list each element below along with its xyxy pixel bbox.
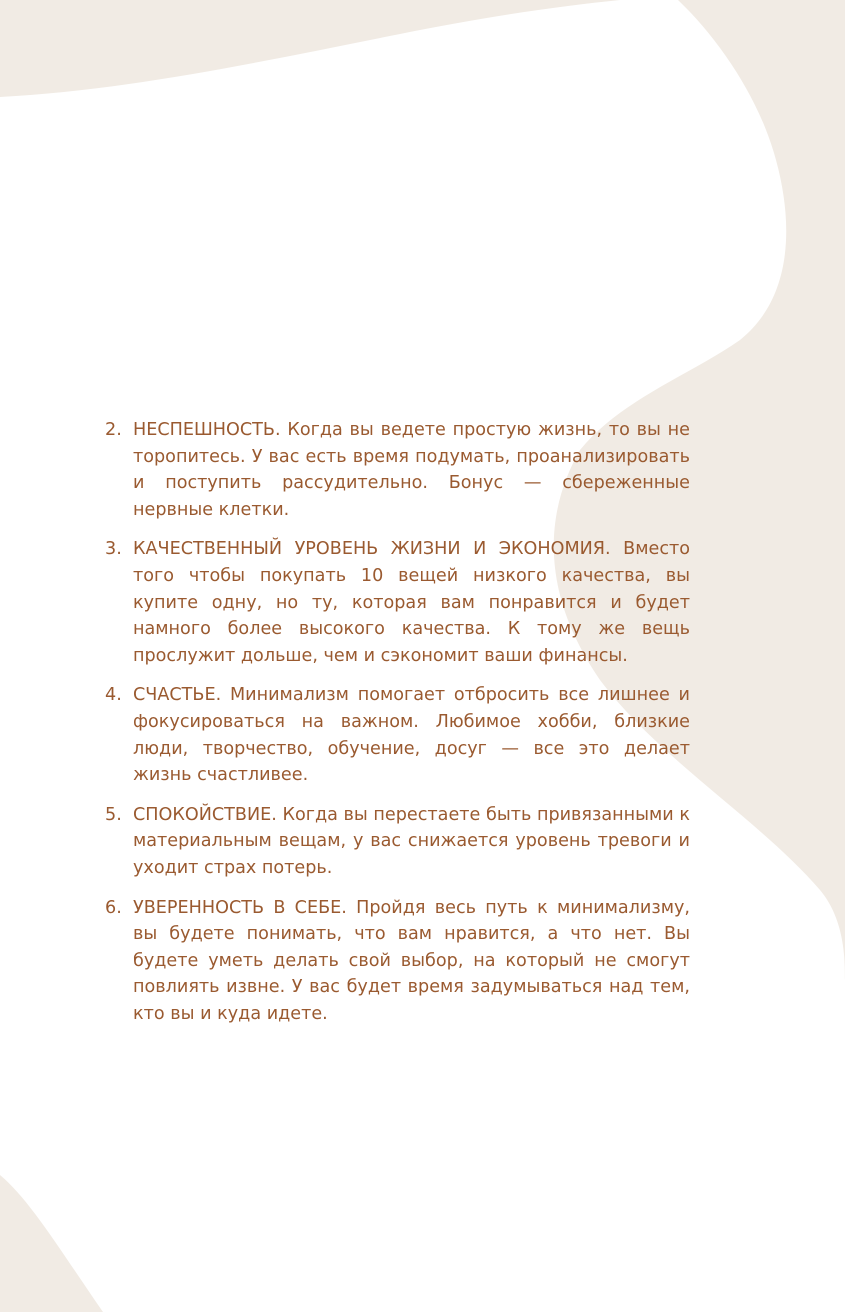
item-text: [133, 536, 690, 669]
item-body: Когда вы ведете простую жизнь, то вы не торопитесь. У вас есть время подумать, проанализировать и поступить рассудительно. Бонус — сбереженные нервные клетки.: [133, 420, 690, 520]
item-text: [133, 417, 690, 523]
item-heading: НЕСПЕШНОСТЬ.: [133, 420, 281, 440]
item-heading: КАЧЕСТВЕННЫЙ УРОВЕНЬ ЖИЗНИ И ЭКОНОМИЯ.: [133, 539, 611, 560]
list-item-3: [105, 536, 690, 669]
item-number: 4.: [105, 685, 122, 706]
list-item-6: [105, 895, 690, 1028]
list-item-2: [105, 417, 690, 523]
item-body: Вместо того чтобы покупать 10 вещей низкого качества, вы купите одну, но ту, которая вам понравится и будет намного более высокого качества. К тому же вещь прослужит дольше, чем и сэкономит ваши финансы.: [133, 539, 690, 666]
item-body: Пройдя весь путь к минимализму, вы будете понимать, что вам нравится, а что нет. Вы будете уметь делать свой выбор, на который не смогут повлиять извне. У вас будет время задумываться над тем, кто вы и куда идете.: [133, 897, 690, 1024]
item-number: 5.: [105, 804, 122, 825]
item-number: 6.: [105, 897, 122, 918]
item-number: 2.: [105, 420, 122, 440]
item-text: [133, 802, 690, 882]
item-text: [133, 895, 690, 1028]
item-heading: СПОКОЙСТВИЕ.: [133, 804, 277, 825]
list-item-4: [105, 682, 690, 788]
item-heading: УВЕРЕННОСТЬ В СЕБЕ.: [133, 897, 347, 918]
item-heading: СЧАСТЬЕ.: [133, 685, 222, 706]
item-body: Когда вы перестаете быть привязанными к материальным вещам, у вас снижается уровень тревоги и уходит страх потерь.: [133, 804, 690, 878]
item-text: [133, 682, 690, 788]
benefits-list: [105, 417, 690, 1040]
list-item-5: [105, 802, 690, 882]
item-body: Минимализм помогает отбросить все лишнее и фокусироваться на важном. Любимое хобби, близкие люди, творчество, обучение, досуг — все это делает жизнь счастливее.: [133, 685, 690, 786]
item-number: 3.: [105, 539, 122, 560]
